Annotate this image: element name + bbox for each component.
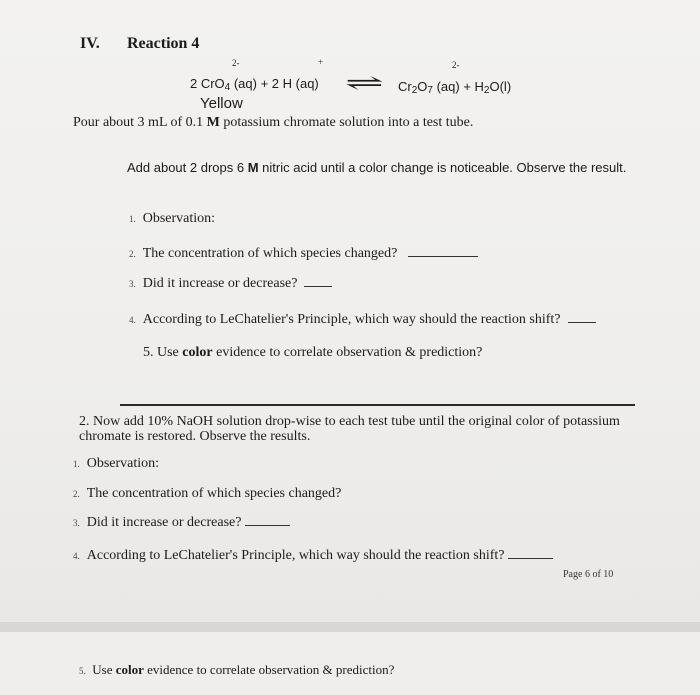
dichromate-sub-o: 7 [427,85,433,96]
part2-question-1: 1. Observation: [73,456,160,471]
part2-question-4: 4. According to LeChatelier's Principle, which way should the reaction shift? [73,548,553,564]
part2-question-2: 2. The concentration of which species changed? [73,486,342,501]
part1-question-5: 5. Use color evidence to correlate observation & prediction? [143,345,483,360]
equation-products [398,79,511,96]
instruction-nitric-acid: Add about 2 drops 6 M nitric acid until a color change is noticeable. Observe the result. [127,160,627,175]
hydrogen-formula: 2 H [271,76,296,91]
part1-question-2: 2. The concentration of which species changed? [129,246,478,262]
part2-question-5: 5. Use color evidence to correlate observation & prediction? [79,662,395,677]
answer-blank-increase-2[interactable] [245,524,290,526]
water-sub: 2 [483,85,490,96]
product-plus: + [459,79,475,94]
hydrogen-state: (aq) [295,76,319,91]
chromate-charge: 2- [232,58,240,68]
answer-blank-increase[interactable] [304,285,332,287]
section-numeral: IV. [80,35,100,52]
water-o: O(l) [489,79,512,94]
divider-rule [120,404,635,406]
section-title: Reaction 4 [127,35,200,52]
page-number: Page 6 of 10 [563,569,614,580]
part1-question-1: 1. Observation: [129,211,216,226]
equilibrium-arrow-icon: ⇌ [345,70,384,95]
part1-question-3: 3. Did it increase or decrease? [129,276,332,292]
answer-blank-concentration[interactable] [408,255,478,257]
answer-blank-shift-2[interactable] [508,557,553,559]
equation-reactants [190,76,319,93]
dichromate-state: (aq) [432,79,460,94]
chromate-state: (aq) [230,76,257,91]
part2-question-3: 3. Did it increase or decrease? [73,515,290,531]
chromate-formula: 2 CrO [190,76,225,91]
water-h: H [474,79,484,94]
hydrogen-charge: + [318,57,324,67]
part1-question-4: 4. According to LeChatelier's Principle, which way should the reaction shift? [129,312,596,328]
answer-blank-shift[interactable] [568,321,596,323]
dichromate-charge: 2- [452,60,460,70]
instruction-pour: Pour about 3 mL of 0.1 M potassium chromate solution into a test tube. [73,115,474,130]
dichromate-sub-cr: 2 [411,85,418,96]
instruction-naoh: 2. Now add 10% NaOH solution drop-wise to each test tube until the original color of potassium chromate is restored. Observe the results. [79,414,620,444]
page-gap [0,622,700,632]
dichromate-o: O [417,79,428,94]
color-label: Yellow [200,95,243,112]
reactant-plus: + [256,76,272,91]
dichromate-cr: Cr [398,79,412,94]
chromate-subscript: 4 [224,82,231,93]
